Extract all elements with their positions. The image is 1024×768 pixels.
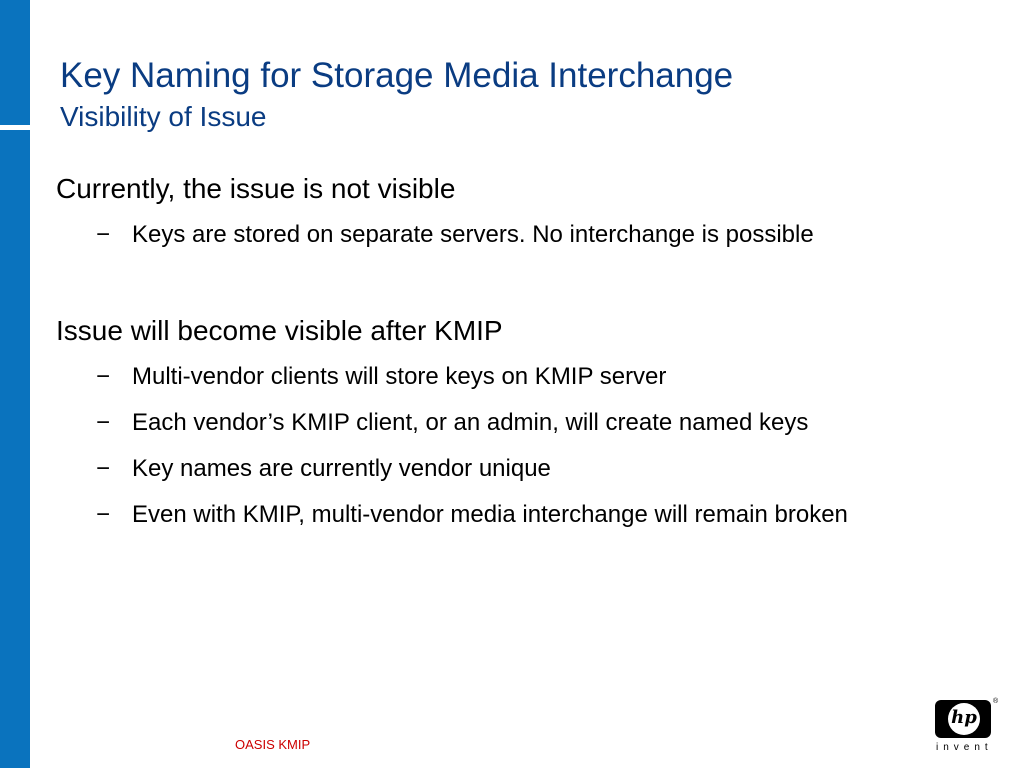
- bullet-text: Each vendor’s KMIP client, or an admin, will create named keys: [132, 409, 809, 436]
- sidebar-accent-bar: [0, 0, 30, 768]
- section-after-kmip: [56, 312, 976, 532]
- bullet-item: [56, 452, 976, 486]
- bullet-item: [56, 218, 976, 252]
- footer-label: OASIS KMIP: [235, 737, 311, 752]
- bullet-text: Key names are currently vendor unique: [132, 455, 551, 482]
- bullet-text: Keys are stored on separate servers. No interchange is possible: [132, 221, 814, 248]
- bullet-dash-icon: −: [96, 455, 111, 482]
- bullet-text: Multi-vendor clients will store keys on KMIP server: [132, 363, 667, 390]
- bullet-dash-icon: −: [96, 221, 111, 248]
- slide-title: Key Naming for Storage Media Interchange: [60, 56, 734, 95]
- hp-logo-box: [935, 700, 991, 738]
- bullet-dash-icon: −: [96, 363, 111, 390]
- hp-logo-mark: hp: [951, 707, 977, 728]
- slide-subtitle: Visibility of Issue: [60, 101, 267, 132]
- hp-logo: [930, 698, 1000, 756]
- bullet-item: [56, 406, 976, 440]
- bullet-item: [56, 360, 976, 394]
- bullet-dash-icon: −: [96, 501, 111, 528]
- slide-body: [56, 170, 976, 544]
- bullet-dash-icon: −: [96, 409, 111, 436]
- hp-logo-tagline: invent: [936, 742, 993, 753]
- hp-logo-circle: [948, 703, 980, 735]
- registered-mark: ®: [993, 698, 999, 705]
- bullet-text: Even with KMIP, multi-vendor media interchange will remain broken: [132, 501, 848, 528]
- section-heading: Currently, the issue is not visible: [56, 173, 456, 204]
- section-current: [56, 170, 976, 252]
- bullet-item: [56, 498, 976, 532]
- section-heading: Issue will become visible after KMIP: [56, 315, 503, 346]
- sidebar-notch: [0, 125, 30, 130]
